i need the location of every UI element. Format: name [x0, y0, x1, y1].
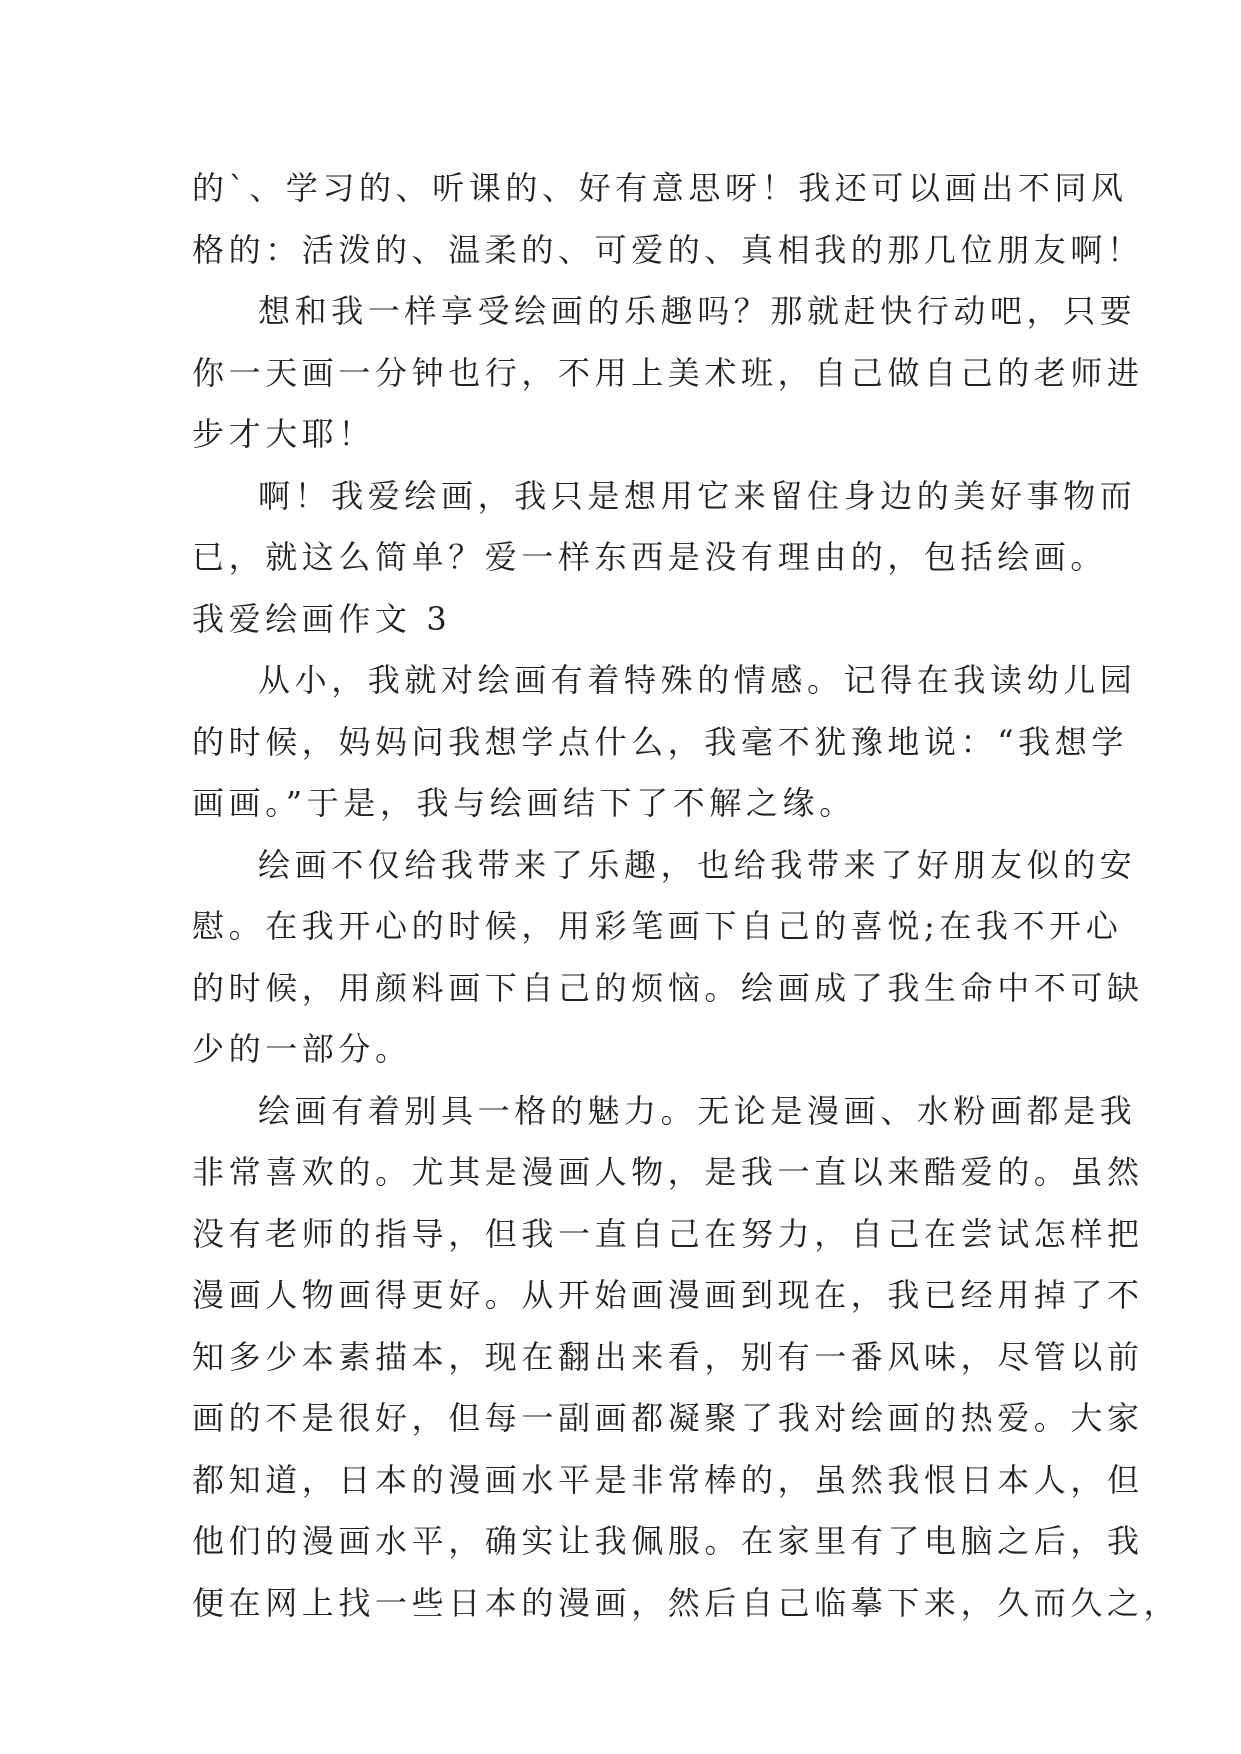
text-line: 漫画人物画得更好。从开始画漫画到现在，我已经用掉了不	[192, 1276, 1144, 1314]
text-line: 画的不是很好，但每一副画都凝聚了我对绘画的热爱。大家	[192, 1399, 1144, 1437]
text-line: 都知道，日本的漫画水平是非常棒的，虽然我恨日本人，但	[192, 1460, 1144, 1499]
text-line: 少的一部分。	[192, 1030, 412, 1068]
text-line: 格的：活泼的、温柔的、可爱的、真相我的那几位朋友啊！	[192, 230, 1144, 269]
text-line: 步才大耶！	[192, 415, 376, 453]
text-line: 的时候，用颜料画下自己的烦恼。绘画成了我生命中不可缺	[192, 968, 1144, 1007]
text-line: 画画。”于是，我与绘画结下了不解之缘。	[192, 784, 856, 822]
document-body	[192, 158, 1181, 1634]
text-line: 慰。在我开心的时候，用彩笔画下自己的喜悦;在我不开心	[192, 907, 1123, 945]
text-line: 他们的漫画水平，确实让我佩服。在家里有了电脑之后，我	[192, 1522, 1144, 1560]
text-line: 从小，我就对绘画有着特殊的情感。记得在我读幼儿园	[258, 661, 1137, 699]
text-line: 想和我一样享受绘画的乐趣吗？那就赶快行动吧，只要	[258, 292, 1137, 330]
text-line: 的时候，妈妈问我想学点什么，我毫不犹豫地说：“我想学	[192, 722, 1128, 761]
text-line: 你一天画一分钟也行，不用上美术班，自己做自己的老师进	[192, 353, 1144, 392]
text-line: 知多少本素描本，现在翻出来看，别有一番风味，尽管以前	[192, 1337, 1144, 1376]
text-line: 非常喜欢的。尤其是漫画人物，是我一直以来酷爱的。虽然	[192, 1153, 1144, 1191]
text-line: 已，就这么简单？爱一样东西是没有理由的，包括绘画。	[192, 538, 1108, 576]
text-line: 绘画有着别具一格的魅力。无论是漫画、水粉画都是我	[258, 1091, 1137, 1130]
text-line: 啊！我爱绘画，我只是想用它来留住身边的美好事物而	[258, 476, 1137, 515]
text-line: 便在网上找一些日本的漫画，然后自己临摹下来，久而久之，	[192, 1583, 1181, 1622]
section-heading: 我爱绘画作文 3	[192, 599, 452, 638]
text-line: 绘画不仅给我带来了乐趣，也给我带来了好朋友似的安	[258, 845, 1137, 884]
text-line: 没有老师的指导，但我一直自己在努力，自己在尝试怎样把	[192, 1214, 1144, 1253]
text-line: 的`、学习的、听课的、好有意思呀！我还可以画出不同风	[192, 169, 1128, 207]
